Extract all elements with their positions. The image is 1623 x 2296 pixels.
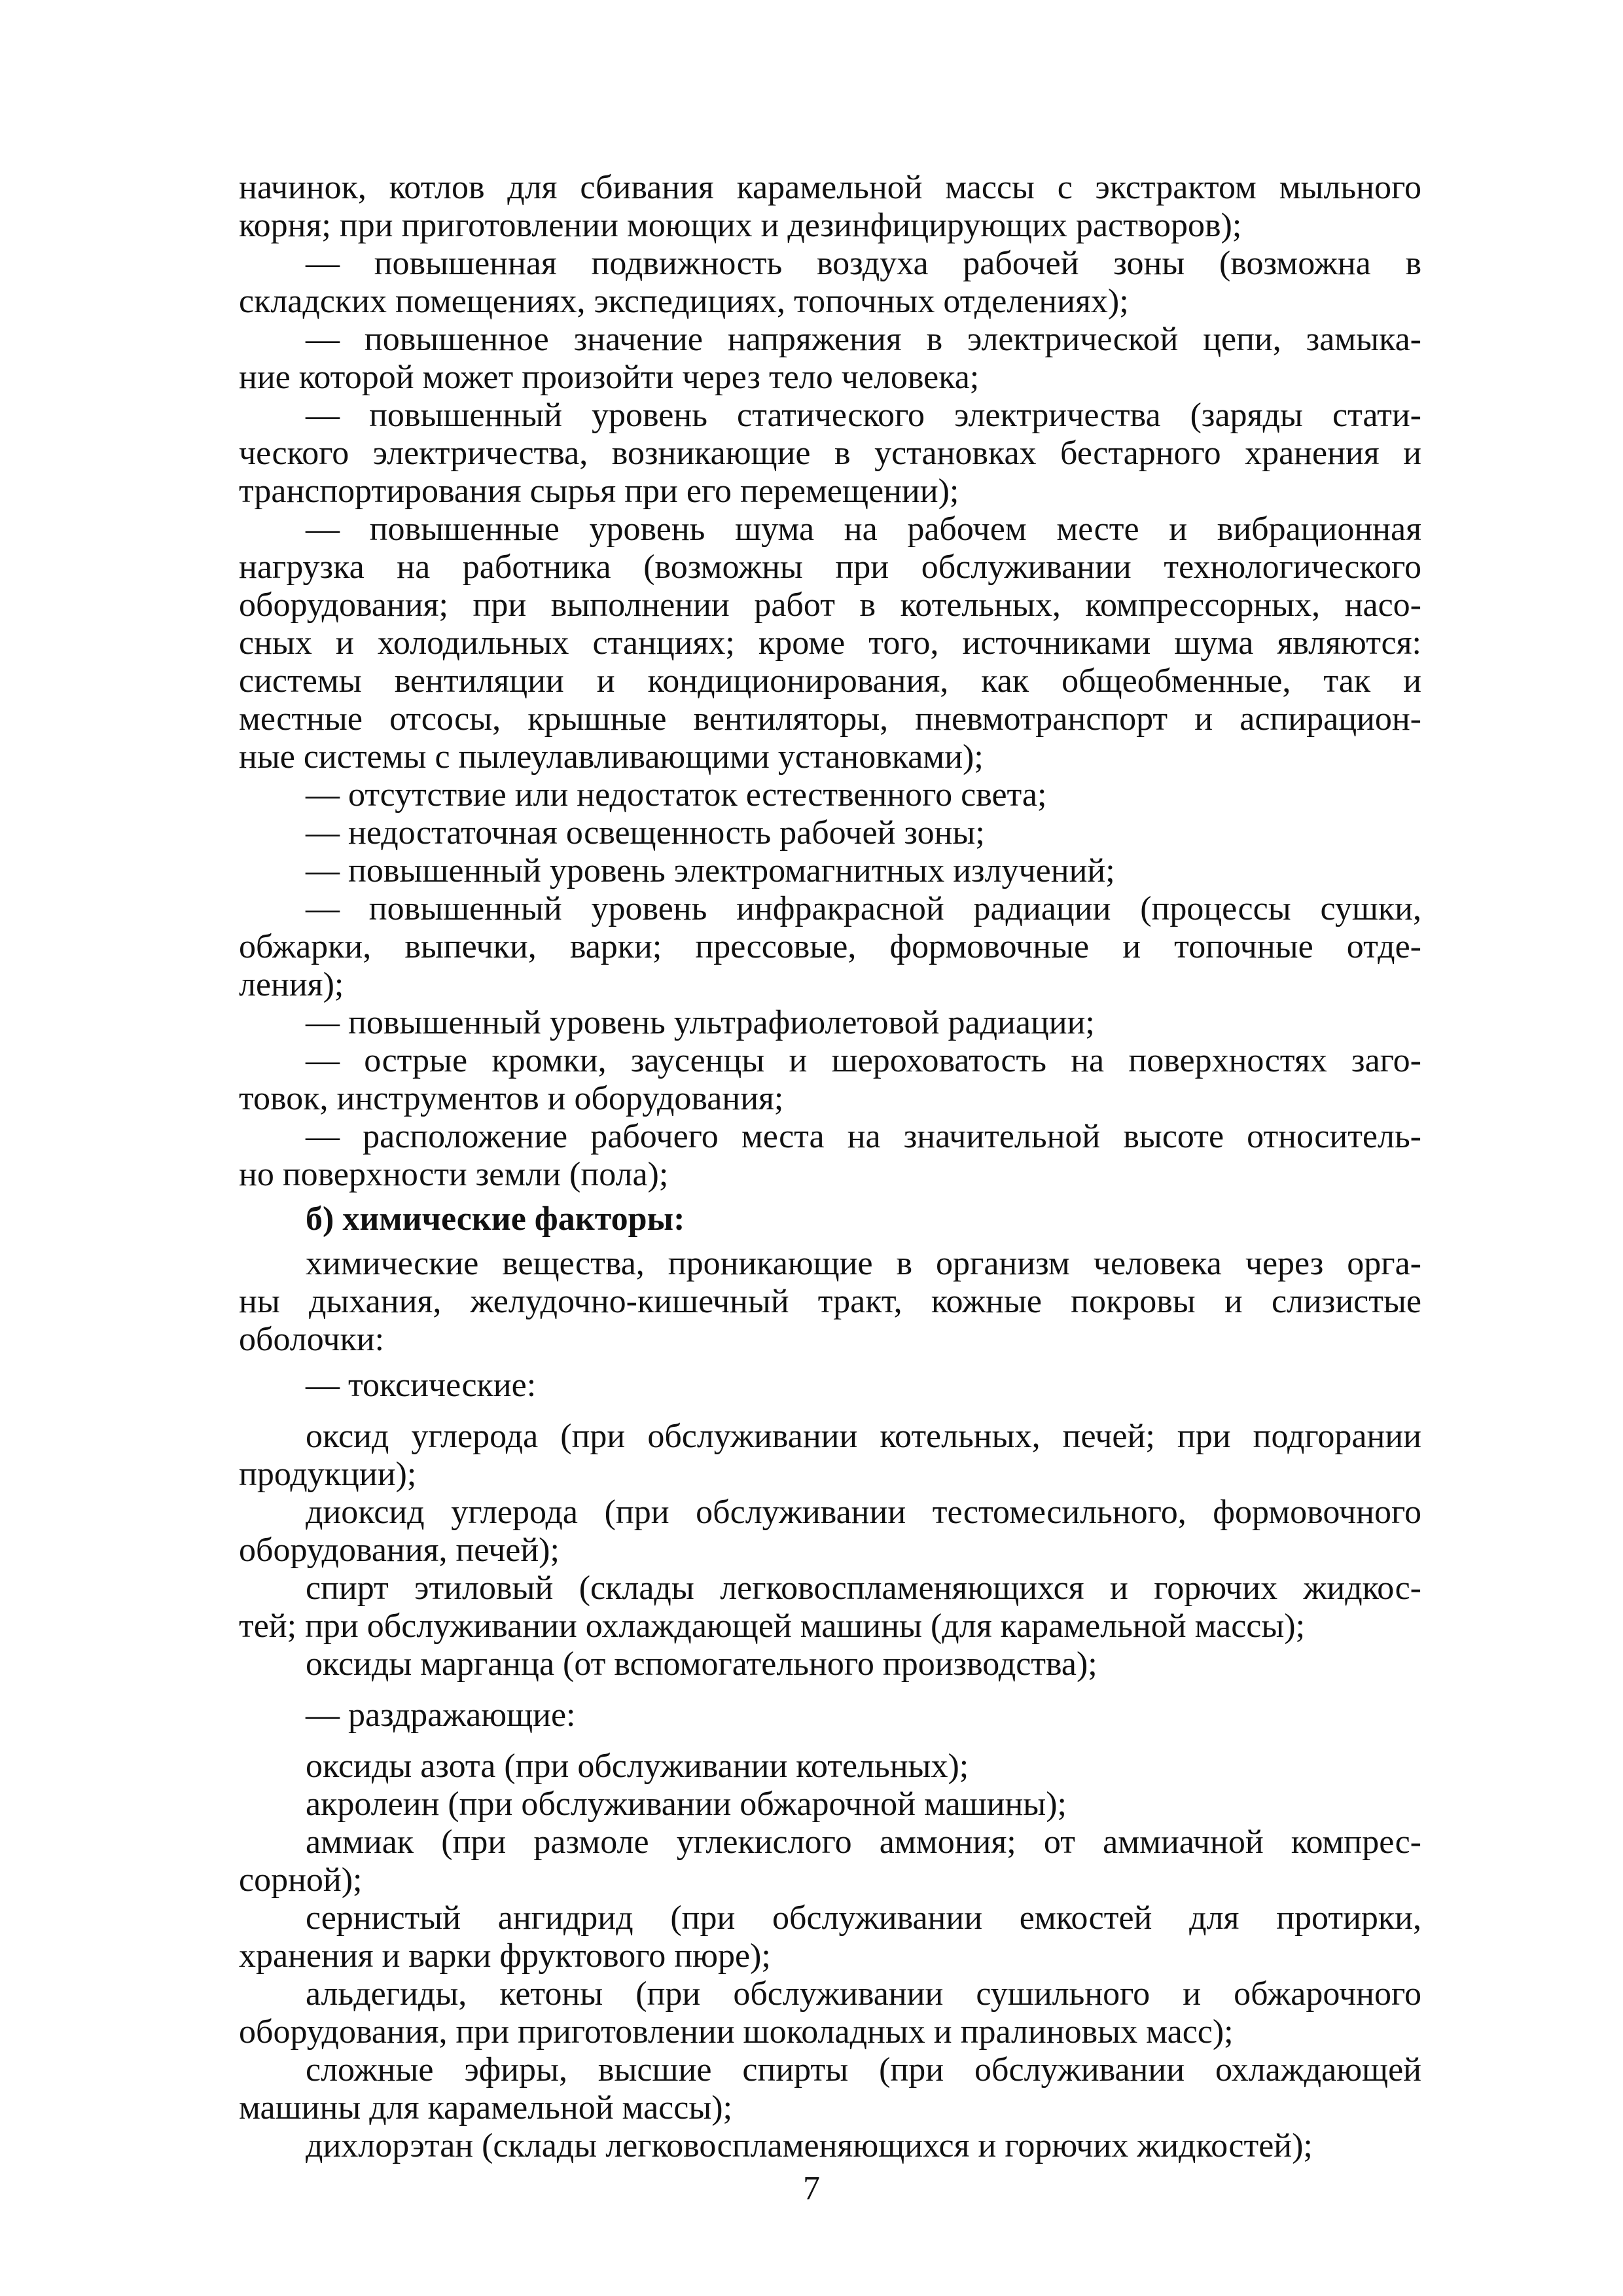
text-line: ные системы с пылеулавливающими установками); [239, 738, 984, 776]
text-line: нагрузка на работника (возможны при обслуживании технологического [239, 548, 1421, 586]
text-line: оборудования, при приготовлении шоколадных и пралиновых масс); [239, 2013, 1234, 2051]
paragraph [239, 511, 1421, 776]
irritant-label: — раздражающие: [306, 1696, 576, 1734]
paragraph [239, 169, 1421, 245]
text-line: аммиак (при размоле углекислого аммония; от аммиачной компрес- [306, 1823, 1421, 1861]
paragraph [239, 2127, 1421, 2165]
text-line: оксиды марганца (от вспомогательного производства); [306, 1645, 1097, 1683]
text-line: акролеин (при обслуживании обжарочной машины); [306, 1785, 1067, 1823]
physical-factors-list [239, 169, 1421, 1194]
text-line: сных и холодильных станциях; кроме того, источниками шума являются: [239, 624, 1421, 662]
text-line: транспортирования сырья при его перемещении); [239, 473, 959, 510]
text-line: сернистый ангидрид (при обслуживании емкостей для протирки, [306, 1899, 1421, 1937]
paragraph [239, 1645, 1421, 1683]
text-line: диоксид углерода (при обслуживании тестомесильного, формовочного [306, 1494, 1421, 1531]
irritant-list [239, 1748, 1421, 2165]
text-line: — отсутствие или недостаток естественного света; [306, 776, 1047, 814]
text-line: ние которой может произойти через тело человека; [239, 359, 980, 396]
text-line: ческого электричества, возникающие в установках бестарного хранения и [239, 435, 1421, 472]
text-line: ны дыхания, желудочно-кишечный тракт, кожные покровы и слизистые [239, 1283, 1421, 1320]
text-line: — повышенный уровень ультрафиолетовой радиации; [306, 1004, 1095, 1041]
text-line: начинок, котлов для сбивания карамельной массы с экстрактом мыльного [239, 169, 1421, 206]
paragraph [239, 1570, 1421, 1645]
paragraph [239, 2051, 1421, 2127]
paragraph [239, 1004, 1421, 1042]
text-line: оксиды азота (при обслуживании котельных); [306, 1748, 969, 1785]
text-line: — повышенная подвижность воздуха рабочей зоны (возможна в [306, 245, 1421, 282]
text-line: спирт этиловый (склады легковоспламеняющихся и горючих жидкос- [306, 1570, 1421, 1607]
text-line: тей; при обслуживании охлаждающей машины (для карамельной массы); [239, 1607, 1306, 1645]
paragraph [239, 1975, 1421, 2051]
text-line: машины для карамельной массы); [239, 2089, 733, 2126]
text-line: — повышенный уровень электромагнитных излучений; [306, 852, 1115, 889]
text-line: оборудования, печей); [239, 1532, 560, 1569]
text-line: оборудования; при выполнении работ в котельных, компрессорных, насо- [239, 586, 1421, 624]
paragraph [239, 1823, 1421, 1899]
text-line: оксид углерода (при обслуживании котельных, печей; при подгорании [306, 1418, 1421, 1455]
text-line: системы вентиляции и кондиционирования, как общеобменные, так и [239, 662, 1421, 700]
paragraph [239, 776, 1421, 814]
text-line: — повышенный уровень инфракрасной радиации (процессы сушки, [306, 890, 1421, 927]
paragraph [239, 1785, 1421, 1823]
page-number: 7 [803, 2170, 820, 2207]
text-line: местные отсосы, крышные вентиляторы, пневмотранспорт и аспирацион- [239, 700, 1421, 738]
paragraph [239, 397, 1421, 511]
text-line: товок, инструментов и оборудования; [239, 1080, 784, 1117]
chemical-intro [239, 1245, 1421, 1359]
paragraph [239, 321, 1421, 397]
text-line: продукции); [239, 1456, 417, 1493]
text-line: корня; при приготовлении моющих и дезинфицирующих растворов); [239, 207, 1242, 244]
text-line: но поверхности земли (пола); [239, 1156, 669, 1193]
paragraph [239, 1418, 1421, 1494]
text-line: — повышенный уровень статического электричества (заряды стати- [306, 397, 1421, 434]
text-line: химические вещества, проникающие в организм человека через орга- [306, 1245, 1421, 1282]
text-line: дихлорэтан (склады легковоспламеняющихся и горючих жидкостей); [306, 2127, 1313, 2164]
text-line: — недостаточная освещенность рабочей зоны; [306, 814, 985, 852]
paragraph [239, 890, 1421, 1004]
text-line: — повышенные уровень шума на рабочем месте и вибрационная [306, 511, 1421, 548]
paragraph [239, 1494, 1421, 1570]
text-line: хранения и варки фруктового пюре); [239, 1937, 771, 1975]
text-line: ления); [239, 966, 344, 1003]
document-page [239, 169, 1421, 2165]
paragraph [239, 245, 1421, 321]
paragraph [239, 1042, 1421, 1118]
text-line: обжарки, выпечки, варки; прессовые, формовочные и топочные отде- [239, 928, 1421, 965]
paragraph [239, 814, 1421, 852]
toxic-label: — токсические: [306, 1367, 537, 1404]
text-line: складских помещениях, экспедициях, топочных отделениях); [239, 283, 1129, 320]
text-line: — острые кромки, заусенцы и шероховатость на поверхностях заго- [306, 1042, 1421, 1079]
text-line: оболочки: [239, 1321, 385, 1358]
paragraph [239, 852, 1421, 890]
text-line: сорной); [239, 1861, 363, 1899]
toxic-list [239, 1418, 1421, 1683]
text-line: — повышенное значение напряжения в электрической цепи, замыка- [306, 321, 1421, 358]
text-line: альдегиды, кетоны (при обслуживании сушильного и обжарочного [306, 1975, 1421, 2013]
paragraph [239, 1899, 1421, 1975]
text-line: сложные эфиры, высшие спирты (при обслуживании охлаждающей [306, 2051, 1421, 2089]
text-line: — расположение рабочего места на значительной высоте относитель- [306, 1118, 1421, 1155]
paragraph [239, 1748, 1421, 1785]
paragraph [239, 1118, 1421, 1194]
section-heading-chemical: б) химические факторы: [306, 1200, 685, 1238]
